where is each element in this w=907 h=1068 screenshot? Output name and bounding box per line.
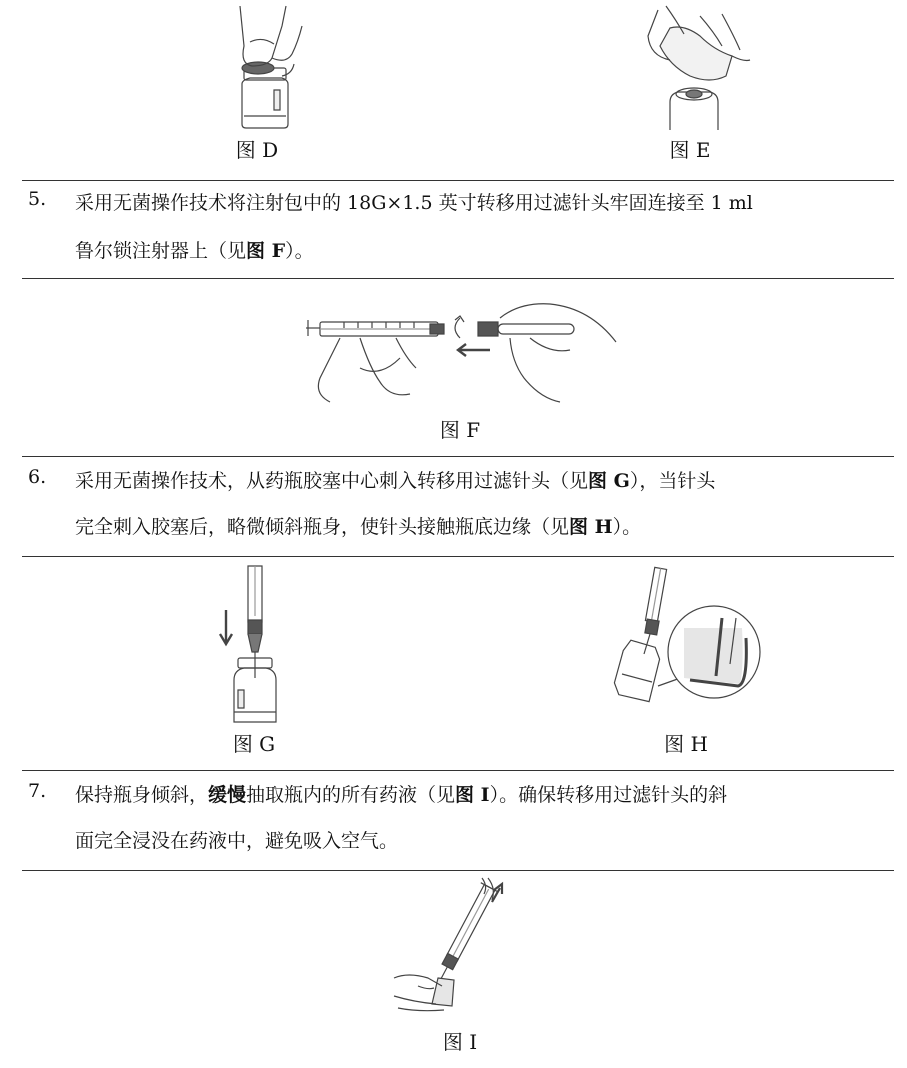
step-5-line-1: 采用无菌操作技术将注射包中的 18G×1.5 英寸转移用过滤针头牢固连接至 1 ml bbox=[75, 192, 753, 214]
figure-i-caption: 图 I bbox=[442, 1030, 478, 1054]
divider-4 bbox=[22, 556, 894, 557]
figure-f-caption: 图 F bbox=[439, 418, 481, 442]
step-7-number: 7. bbox=[28, 780, 47, 802]
figure-g-reference: 图 G bbox=[588, 470, 630, 492]
divider-1 bbox=[22, 180, 894, 181]
figure-d-illustration bbox=[222, 6, 312, 130]
divider-6 bbox=[22, 870, 894, 871]
divider-3 bbox=[22, 456, 894, 457]
figure-d-caption: 图 D bbox=[235, 138, 279, 162]
figure-e-illustration bbox=[640, 6, 750, 130]
figure-h-reference: 图 H bbox=[569, 516, 613, 538]
figure-f-illustration bbox=[300, 298, 620, 402]
divider-2 bbox=[22, 278, 894, 279]
figure-g-illustration bbox=[218, 566, 288, 724]
step-6-line-1: 采用无菌操作技术，从药瓶胶塞中心刺入转移用过滤针头（见图 G），当针头 bbox=[75, 470, 716, 492]
figure-i-illustration bbox=[388, 878, 518, 1012]
step-7-line-1: 保持瓶身倾斜，缓慢抽取瓶内的所有药液（见图 I）。确保转移用过滤针头的斜 bbox=[75, 784, 728, 806]
divider-5 bbox=[22, 770, 894, 771]
figure-g-caption: 图 G bbox=[232, 732, 276, 756]
figure-i-reference: 图 I bbox=[455, 784, 490, 806]
figure-h-caption: 图 H bbox=[664, 732, 708, 756]
step-7-line-2: 面完全浸没在药液中，避免吸入空气。 bbox=[75, 830, 399, 852]
figure-h-illustration bbox=[610, 568, 760, 706]
figure-e-caption: 图 E bbox=[669, 138, 711, 162]
step-6-number: 6. bbox=[28, 466, 47, 488]
step-5-line-2: 鲁尔锁注射器上（见图 F）。 bbox=[75, 240, 314, 262]
figure-f-reference: 图 F bbox=[246, 240, 286, 262]
step-6-line-2: 完全刺入胶塞后，略微倾斜瓶身，使针头接触瓶底边缘（见图 H）。 bbox=[75, 516, 642, 538]
step-5-number: 5. bbox=[28, 188, 47, 210]
slowly-emphasis: 缓慢 bbox=[208, 784, 247, 806]
